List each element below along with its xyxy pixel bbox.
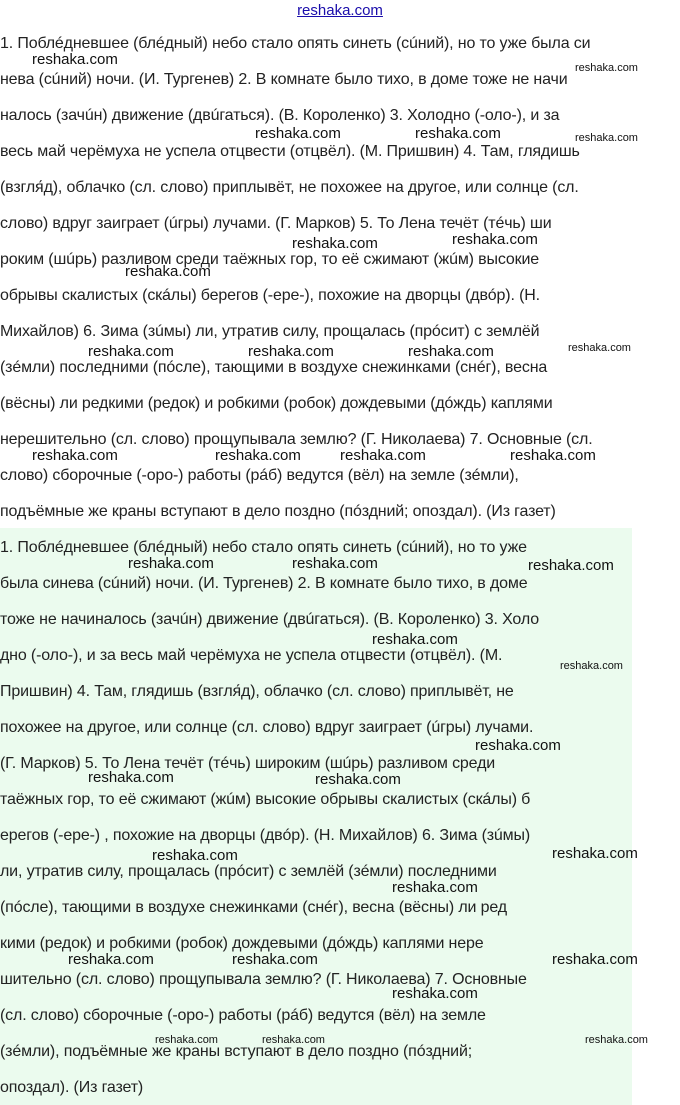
text-line: (вёсны) ли редкими (редок) и робкими (робок) дождевыми (дóждь) каплями [0,395,553,412]
text-line: опоздал). (Из газет) [0,1079,144,1096]
text-line: нерешительно (сл. слово) прощупывала землю? (Г. Николаева) 7. Основные (сл. [0,431,593,448]
watermark: reshaka.com [392,879,478,896]
text-line: дно (-оло-), и за весь май черёмуха не успела отцвести (отцвёл). (М. [0,647,503,664]
text-line: похожее на другое, или солнце (сл. слово) вдруг заиграет (úгры) лучами. [0,719,534,736]
text-line: нева (сúний) ночи. (И. Тургенев) 2. В комнате было тихо, в доме тоже не начи [0,71,568,88]
text-line: весь май черёмуха не успела отцвести (отцвёл). (М. Пришвин) 4. Там, глядишь [0,143,580,160]
watermark: reshaka.com [248,343,334,360]
text-line: таёжных гор, то её сжимают (жúм) высокие обрывы скалистых (скáлы) б [0,791,531,808]
text-line: роким (шúрь) разливом среди таёжных гор, то её сжимают (жúм) высокие [0,251,540,268]
text-line: (взгля́д), облачко (сл. слово) приплывёт, не похожее на другое, или солнце (сл. [0,179,579,196]
watermark: reshaka.com [528,557,614,574]
watermark: reshaka.com [552,951,638,968]
text-line: (пóсле), тающими в воздухе снежинками (снéг), весна (вёсны) ли ред [0,899,507,916]
watermark: reshaka.com [585,1034,648,1046]
exercise-text-block-1 [0,24,680,524]
text-line: ерегов (-ере-) , похожие на дворцы (двóр). (Н. Михайлов) 6. Зима (зúмы) [0,827,531,844]
watermark: reshaka.com [315,771,401,788]
watermark: reshaka.com [575,62,638,74]
text-line: 1. Поблéдневшее (блéдный) небо стало опять синеть (сúний), но то уже была си [0,35,591,52]
text-line: тоже не начиналось (зачúн) движение (двúгаться). (В. Короленко) 3. Холо [0,611,539,628]
watermark: reshaka.com [88,769,174,786]
text-line: слово) вдруг заиграет (úгры) лучами. (Г. Марков) 5. То Лена течёт (тéчь) ши [0,215,552,232]
watermark: reshaka.com [152,847,238,864]
text-line: (зéмли) последними (пóсле), тающими в воздухе снежинками (снéг), весна [0,359,548,376]
watermark: reshaka.com [372,631,458,648]
watermark: reshaka.com [32,447,118,464]
watermark: reshaka.com [128,555,214,572]
text-line: Михайлов) 6. Зима (зúмы) ли, утратив силу, прощалась (прóсит) с землёй [0,323,540,340]
text-line: слово) сборочные (-оро-) работы (рáб) ведутся (вёл) на земле (зéмли), [0,467,519,484]
answer-text-block [0,528,648,1105]
watermark: reshaka.com [155,1034,218,1046]
watermark: reshaka.com [475,737,561,754]
text-line: кими (редок) и робкими (робок) дождевыми (дóждь) каплями нере [0,935,484,952]
watermark: reshaka.com [68,951,154,968]
text-line: шительно (сл. слово) прощупывала землю? (Г. Николаева) 7. Основные [0,971,527,988]
text-line: (Г. Марков) 5. То Лена течёт (тéчь) широким (шúрь) разливом среди [0,755,496,772]
watermark: reshaka.com [568,342,631,354]
text-line: Пришвин) 4. Там, глядишь (взгля́д), облачко (сл. слово) приплывёт, не [0,683,514,700]
text-line: подъёмные же краны вступают в дело поздно (пóздний; опоздал). (Из газет) [0,503,556,520]
watermark: reshaka.com [215,447,301,464]
watermark: reshaka.com [560,660,623,672]
watermark: reshaka.com [292,235,378,252]
text-line: (зéмли), подъёмные же краны вступают в дело поздно (пóздний; [0,1043,473,1060]
watermark: reshaka.com [408,343,494,360]
watermark: reshaka.com [32,51,118,68]
text-line: обрывы скалистых (скáлы) берегов (-ере-), похожие на дворцы (двóр). (Н. [0,287,540,304]
watermark: reshaka.com [452,231,538,248]
watermark: reshaka.com [292,555,378,572]
watermark: reshaka.com [125,263,211,280]
text-line: была синева (сúний) ночи. (И. Тургенев) 2. В комнате было тихо, в доме [0,575,528,592]
watermark: reshaka.com [575,132,638,144]
watermark: reshaka.com [262,1034,325,1046]
text-line: ли, утратив силу, прощалась (прóсит) с землёй (зéмли) последними [0,863,497,880]
watermark: reshaka.com [510,447,596,464]
watermark: reshaka.com [415,125,501,142]
watermark: reshaka.com [340,447,426,464]
watermark: reshaka.com [552,845,638,862]
text-line: 1. Поблéдневшее (блéдный) небо стало опять синеть (сúний), но то уже [0,539,527,556]
text-line: налось (зачúн) движение (двúгаться). (В. Короленко) 3. Холодно (-оло-), и за [0,107,560,124]
watermark: reshaka.com [88,343,174,360]
site-header-link[interactable]: reshaka.com [297,2,383,19]
watermark: reshaka.com [392,985,478,1002]
watermark: reshaka.com [255,125,341,142]
text-line: (сл. слово) сборочные (-оро-) работы (рáб) ведутся (вёл) на земле [0,1007,486,1024]
watermark: reshaka.com [232,951,318,968]
